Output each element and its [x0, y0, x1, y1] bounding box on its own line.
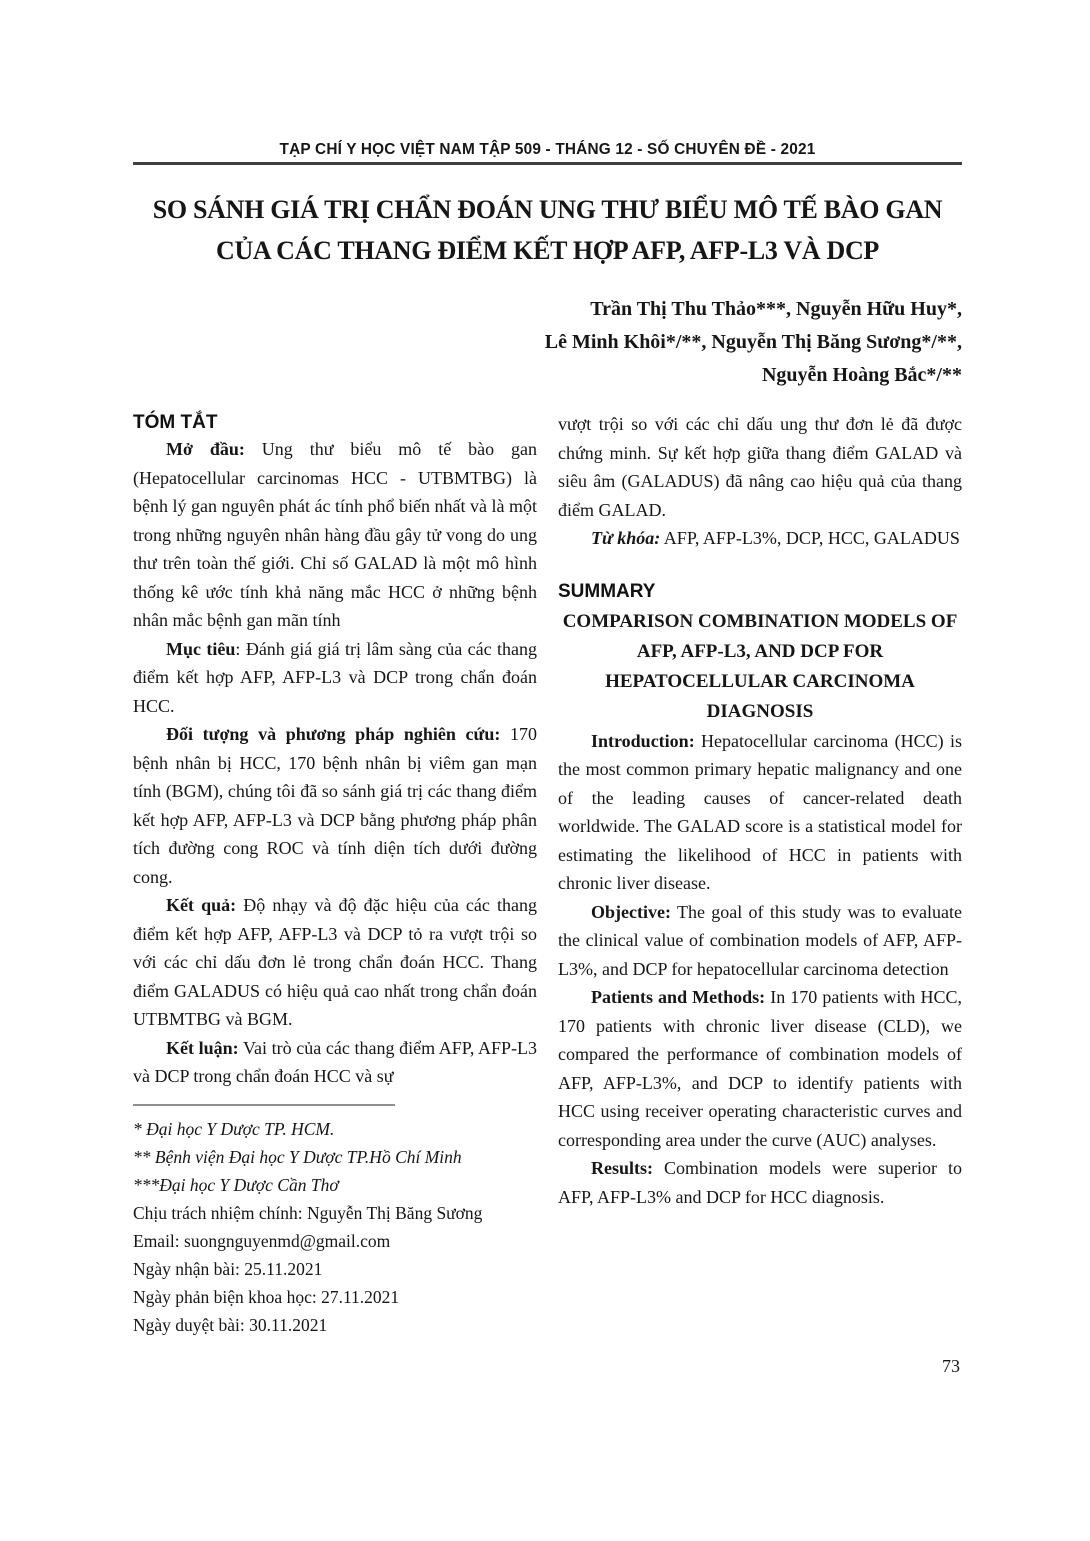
paragraph-text: : Đánh giá giá trị lâm sàng của các thang điểm kết hợp AFP, AFP-L3 và DCP trong chẩn đoán HCC. — [133, 638, 538, 716]
paragraph-lead: Kết luận: — [166, 1037, 239, 1058]
paragraph-lead: Kết quả: — [166, 895, 237, 915]
keywords-text: AFP, AFP-L3%, DCP, HCC, GALADUS — [660, 528, 960, 548]
summary-paragraph-introduction — [558, 727, 962, 898]
header-rule — [133, 162, 962, 165]
english-title: COMPARISON COMBINATION MODELS OF AFP, AFP-L3, AND DCP FOR HEPATOCELLULAR CARCINOMA DIAGNOSIS — [562, 610, 958, 722]
paragraph-text: 170 bệnh nhân bị HCC, 170 bệnh nhân bị viêm gan mạn tính (BGM), chúng tôi đã so sánh giá trị các thang điểm kết hợp AFP, AFP-L3 và DCP bằng phương pháp phân tích đường cong ROC và tính diện tích dưới đường cong. — [133, 724, 537, 887]
footnote-rule — [133, 1104, 395, 1106]
abstract-paragraph-intro — [133, 435, 537, 635]
summary-paragraph-patients — [558, 983, 962, 1154]
abstract-paragraph-methods — [133, 720, 537, 891]
abstract-paragraph-conclusion — [133, 1034, 537, 1091]
two-column-body — [133, 410, 962, 1339]
left-column — [133, 410, 537, 1339]
corresponding-author: Chịu trách nhiệm chính: Nguyễn Thị Băng Sương — [133, 1202, 483, 1223]
keywords-paragraph — [558, 524, 962, 553]
article-title — [133, 189, 962, 271]
summary-paragraph-results — [558, 1154, 962, 1211]
article-title-line2: CỦA CÁC THANG ĐIỂM KẾT HỢP AFP, AFP-L3 VÀ DCP — [215, 236, 880, 265]
page-number: 73 — [942, 1356, 960, 1376]
abstract-heading: TÓM TẮT — [133, 412, 218, 433]
date-accepted: Ngày duyệt bài: 30.11.2021 — [133, 1314, 328, 1335]
right-column — [558, 410, 962, 1339]
article-title-line1: SO SÁNH GIÁ TRỊ CHẨN ĐOÁN UNG THƯ BIỂU MÔ TẾ BÀO GAN — [152, 195, 943, 224]
paragraph-lead: Đối tượng và phương pháp nghiên cứu: — [166, 724, 501, 744]
paragraph-lead: Introduction: — [591, 730, 695, 751]
summary-heading: SUMMARY — [558, 580, 656, 602]
paragraph-text: In 170 patients with HCC, 170 patients with chronic liver disease (CLD), we compared the performance of combination models of AFP, AFP-L3%, and DCP to identify patients with HCC using receiver operating characteristic curves and corresponding area under the curve (AUC) analyses. — [558, 987, 962, 1150]
paragraph-lead: Results: — [591, 1158, 653, 1178]
journal-header: TẠP CHÍ Y HỌC VIỆT NAM TẬP 509 - THÁNG 12 - SỐ CHUYÊN ĐỀ - 2021 — [279, 141, 816, 158]
keywords-lead: Từ khóa: — [591, 528, 661, 548]
paragraph-text: Ung thư biểu mô tế bào gan (Hepatocellular carcinomas HCC - UTBMTBG) là bệnh lý gan nguyên phát ác tính phổ biến nhất và là một trong những nguyên nhân hàng đầu gây tử vong do ung thư trên toàn thế giới. Chỉ số GALAD là một mô hình thống kê ước tính khả năng mắc HCC ở những bệnh nhân mắc bệnh gan mãn tính — [133, 439, 537, 630]
abstract-paragraph-results — [133, 891, 537, 1034]
author-list — [133, 293, 962, 392]
abstract-paragraph-objective — [133, 635, 537, 721]
paragraph-text: The goal of this study was to evaluate the clinical value of combination models of AFP, AFP-L3%, and DCP for hepatocellular carcinoma detection — [558, 901, 962, 979]
affiliation-1: * Đại học Y Dược TP. HCM. — [133, 1118, 335, 1139]
paragraph-lead: Patients and Methods: — [591, 987, 766, 1007]
paragraph-lead: Mục tiêu — [166, 638, 236, 659]
paragraph-text: Hepatocellular carcinoma (HCC) is the most common primary hepatic malignancy and one of the leading causes of cancer-related death worldwide. The GALAD score is a statistical model for estimating the likelihood of HCC in patients with chronic liver disease. — [558, 730, 962, 893]
footnote-block — [133, 1104, 537, 1339]
author-line: Lê Minh Khôi*/**, Nguyễn Thị Băng Sương*/**, — [544, 331, 962, 353]
date-reviewed: Ngày phản biện khoa học: 27.11.2021 — [133, 1286, 400, 1307]
author-line: Nguyễn Hoàng Bắc*/** — [761, 364, 962, 386]
contact-email: Email: suongnguyenmd@gmail.com — [133, 1230, 391, 1251]
affiliation-3: ***Đại học Y Dược Cần Thơ — [133, 1174, 339, 1195]
affiliation-2: ** Bệnh viện Đại học Y Dược TP.Hồ Chí Minh — [133, 1146, 462, 1167]
paragraph-lead: Mở đầu: — [166, 439, 245, 459]
paragraph-text: Combination models were superior to AFP, AFP-L3% and DCP for HCC diagnosis. — [558, 1158, 962, 1207]
conclusion-continuation: vượt trội so với các chỉ dấu ung thư đơn lẻ đã được chứng minh. Sự kết hợp giữa thang điểm GALAD và siêu âm (GALADUS) đã nâng cao hiệu quả của thang điểm GALAD. — [558, 414, 962, 520]
date-received: Ngày nhận bài: 25.11.2021 — [133, 1258, 323, 1279]
paragraph-text: Vai trò của các thang điểm AFP, AFP-L3 và DCP trong chẩn đoán HCC và sự — [133, 1037, 537, 1086]
summary-paragraph-objective — [558, 898, 962, 984]
author-line: Trần Thị Thu Thảo***, Nguyễn Hữu Huy*, — [590, 298, 962, 320]
paragraph-text: Độ nhạy và độ đặc hiệu của các thang điểm kết hợp AFP, AFP-L3 và DCP tỏ ra vượt trội so với các chỉ dấu đơn lẻ trong chẩn đoán HCC. Thang điểm GALADUS có hiệu quả cao nhất trong chẩn đoán UTBMTBG và BGM. — [133, 895, 538, 1029]
paragraph-lead: Objective: — [591, 901, 671, 922]
